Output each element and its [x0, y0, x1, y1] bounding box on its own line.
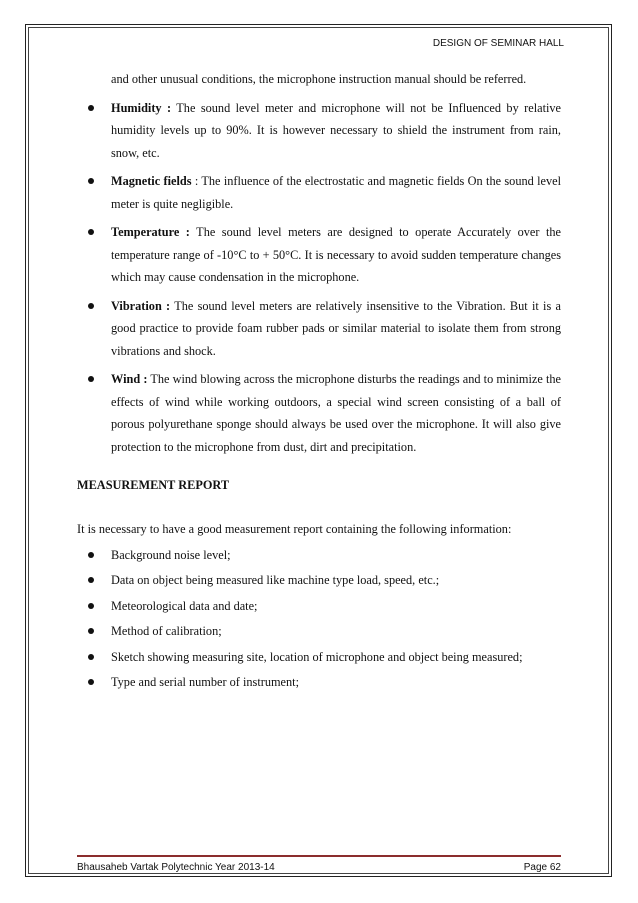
bullet-icon: [88, 105, 94, 111]
condition-text: The sound level meters are designed to operate Accurately over the temperature range of -10°C to + 50°C. It is necessary to avoid sudden temperature changes which may cause condensation in the microphone.: [111, 225, 561, 284]
report-item-text: Sketch showing measuring site, location of microphone and object being measured;: [111, 649, 523, 664]
report-items-list: [77, 544, 561, 694]
footer-institution: Bhausaheb Vartak Polytechnic Year 2013-14: [77, 862, 275, 873]
condition-vibration: [77, 295, 561, 363]
section-lead: It is necessary to have a good measurement report containing the following information:: [77, 522, 512, 536]
report-item: [77, 569, 561, 592]
running-footer: [77, 862, 561, 873]
condition-temperature: [77, 221, 561, 289]
condition-term: Humidity :: [111, 100, 172, 115]
page-number: Page 62: [523, 862, 561, 873]
bullet-icon: [88, 628, 94, 634]
report-item: [77, 671, 561, 694]
section-heading: MEASUREMENT REPORT: [77, 478, 230, 492]
condition-term: Magnetic fields: [111, 174, 192, 188]
condition-term: Wind :: [111, 372, 148, 386]
bullet-icon: [88, 229, 94, 235]
condition-text: The sound level meter and microphone will not be Influenced by relative humidity levels up to 90%. It is however necessary to shield the instrument from rain, snow, etc.: [111, 100, 562, 160]
report-item-text: Method of calibration;: [111, 624, 222, 638]
report-item-text: Type and serial number of instrument;: [111, 675, 299, 689]
page-content: [77, 68, 561, 697]
report-item: [77, 595, 561, 618]
report-item-text: Meteorological data and date;: [111, 598, 258, 613]
bullet-icon: [88, 603, 94, 609]
intro-continuation: and other unusual conditions, the microphone instruction manual should be referred.: [111, 72, 527, 86]
condition-text: The wind blowing across the microphone disturbs the readings and to minimize the effects of wind while working outdoors, a special wind screen consisting of a ball of porous polyurethane sponge should always be used over the microphone. It will also give protection to the microphone from dust, dirt and precipitation.: [111, 372, 561, 454]
bullet-icon: [88, 552, 94, 558]
condition-text: The sound level meters are relatively insensitive to the Vibration. But it is a good practice to provide foam rubber pads or similar material to isolate them from strong vibrations and shock.: [111, 298, 561, 358]
bullet-icon: [88, 178, 94, 184]
conditions-list: [77, 97, 561, 459]
condition-wind: [77, 368, 561, 458]
bullet-icon: [88, 654, 94, 660]
condition-humidity: [77, 97, 561, 165]
footer-rule: [77, 855, 561, 857]
bullet-icon: [88, 577, 94, 583]
condition-magnetic-fields: [77, 170, 561, 215]
condition-term: Temperature :: [111, 225, 190, 239]
bullet-icon: [88, 679, 94, 685]
condition-term: Vibration :: [111, 298, 171, 313]
bullet-icon: [88, 376, 94, 382]
report-item: [77, 646, 561, 669]
report-item-text: Background noise level;: [111, 547, 231, 562]
condition-text: : The influence of the electrostatic and magnetic fields On the sound level meter is quite negligible.: [111, 174, 561, 211]
bullet-icon: [88, 303, 94, 309]
running-header: DESIGN OF SEMINAR HALL: [432, 38, 564, 49]
report-item: [77, 544, 561, 567]
report-item-text: Data on object being measured like machine type load, speed, etc.;: [111, 573, 440, 587]
report-item: [77, 620, 561, 643]
